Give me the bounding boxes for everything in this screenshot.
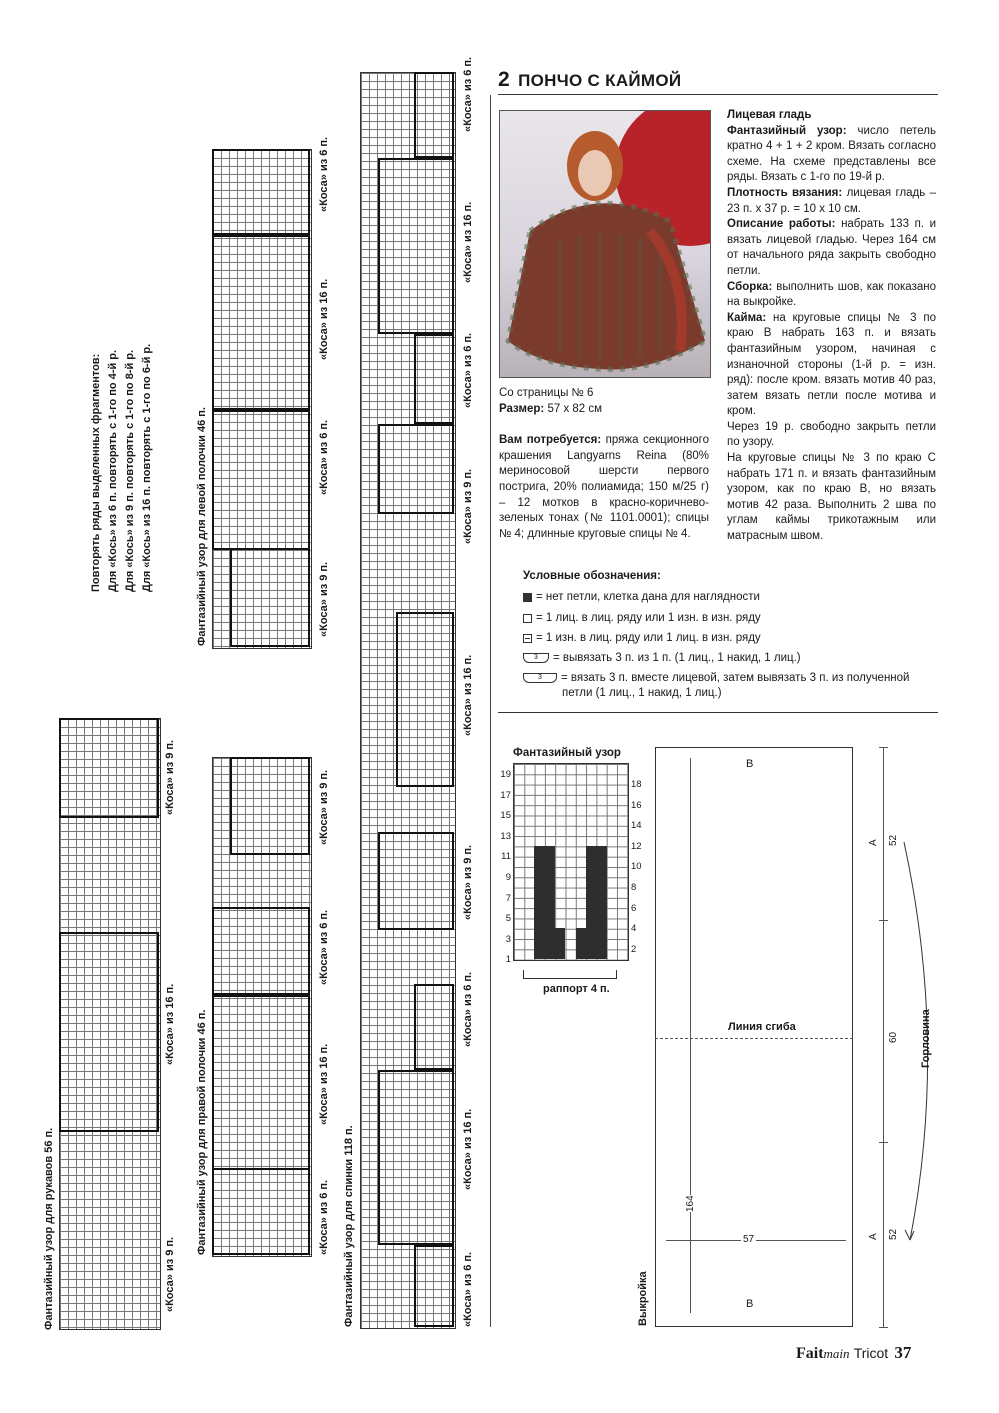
knit-symbol <box>523 614 532 623</box>
right-front-kosa6-1: «Коса» из 6 п. <box>318 909 330 985</box>
repeat-note-line-4: Для «Кось» из 16 п. повторять с 1-го по 6-й р. <box>141 343 153 592</box>
from-page: Со страницы № 6 <box>499 387 594 399</box>
mini-chart-grid <box>513 763 629 961</box>
info-left <box>499 386 709 542</box>
schematic-52-top: 52 <box>888 834 899 846</box>
sleeves-label: Фантазийный узор для рукавов 56 п. <box>43 1127 55 1330</box>
right-front-kosa6-2: «Коса» из 6 п. <box>318 1179 330 1255</box>
schematic-52-bottom: 52 <box>888 1228 899 1240</box>
sleeves-kosa9-top: «Коса» из 9 п. <box>164 739 176 815</box>
page-number: 37 <box>894 1343 912 1362</box>
article-title: ПОНЧО С КАЙМОЙ <box>518 71 682 90</box>
back-highlight-1 <box>414 72 454 158</box>
border-2: Через 19 р. свободно закрыть петли по узору. <box>727 420 936 449</box>
back-kosa16-3: «Коса» из 16 п. <box>462 1108 474 1190</box>
column-divider <box>490 95 491 1327</box>
left-front-highlight-2 <box>212 235 310 410</box>
left-front-kosa9: «Коса» из 9 п. <box>318 561 330 637</box>
back-highlight-7 <box>414 984 454 1070</box>
schematic-b-bottom: В <box>746 1298 754 1310</box>
size-value: 57 х 82 см <box>547 402 603 415</box>
right-front-highlight-2 <box>212 907 310 995</box>
schematic-fold-label: Линия сгиба <box>728 1021 796 1033</box>
schematic-tick-4 <box>879 1327 888 1328</box>
border-1: Кайма: на круговые спицы № 3 по краю В набрать 163 п. и вязать фантазийным узором, начиная с изнаночной стороны (1-й р. = изн. ряд): после кром. вязать мотив 40 раз, затем вязать петли после мотива и кром. <box>727 311 936 418</box>
article-header <box>498 68 938 95</box>
schematic-60: 60 <box>888 1031 899 1043</box>
legend-text-1: = нет петли, клетка дана для наглядности <box>536 591 760 603</box>
left-front-highlight-4 <box>230 548 310 647</box>
schematic-164: 164 <box>685 1195 696 1212</box>
three-together-symbol: 3 <box>523 673 557 683</box>
section-divider <box>498 712 938 713</box>
legend-row-5 <box>523 672 909 684</box>
mini-chart-repeat-label: раппорт 4 п. <box>543 983 610 995</box>
border-3: На круговые спицы № 3 по краю С набрать 171 п. и вязать фантазийным узором, как по краю В, но вязать мотив 42 раза. Выполнить 2 шва по углам каймы трикотажным или матрасным швом. <box>727 452 936 543</box>
repeat-note-line-1: Повторять ряды выделенных фрагментов: <box>90 353 102 592</box>
schematic-right-dim <box>883 747 884 1327</box>
stockinette-title: Лицевая гладь <box>727 109 812 121</box>
right-front-kosa9: «Коса» из 9 п. <box>318 769 330 845</box>
schematic-b-top: В <box>746 758 754 770</box>
right-front-label: Фантазийный узор для правой полочки 46 п. <box>196 1009 208 1255</box>
mini-chart-left-rows: 19 17 15 13 11 9 7 5 3 1 <box>500 769 511 966</box>
size-line <box>499 402 709 418</box>
no-stitch-symbol <box>523 593 532 602</box>
back-kosa6-3: «Коса» из 6 п. <box>462 971 474 1047</box>
legend-text-6: петли (1 лиц., 1 накид, 1 лиц.) <box>562 687 722 699</box>
back-kosa6-2: «Коса» из 6 п. <box>462 332 474 408</box>
materials <box>499 433 709 542</box>
repeat-note-line-2: Для «Кось» из 6 п. повторять с 1-го по 4-й р. <box>107 349 119 592</box>
sleeves-kosa16: «Коса» из 16 п. <box>164 983 176 1065</box>
mini-chart-repeat-bracket <box>523 970 617 979</box>
neckline-label: Горловина <box>920 1009 932 1068</box>
right-front-highlight-1 <box>230 757 310 855</box>
mini-chart-title: Фантазийный узор <box>513 747 621 759</box>
back-highlight-5 <box>396 612 454 787</box>
schematic-tick-1 <box>879 747 888 748</box>
three-from-one-symbol: 3 <box>523 653 549 663</box>
schematic-fold-line <box>655 1038 853 1039</box>
mini-chart-dark-left <box>534 846 555 959</box>
sleeves-highlight-top <box>59 718 159 818</box>
brand-rest: Tricot <box>853 1345 889 1361</box>
legend-row-1 <box>523 591 760 603</box>
pattern-label: Выкройка <box>637 1271 649 1326</box>
legend-text-4: = вывязать 3 п. из 1 п. (1 лиц., 1 накид, 1 лиц.) <box>553 652 801 664</box>
sleeves-kosa9-bottom: «Коса» из 9 п. <box>164 1236 176 1312</box>
legend-row-4 <box>523 652 801 664</box>
page-footer <box>796 1343 911 1363</box>
back-kosa6-4: «Коса» из 6 п. <box>462 1251 474 1327</box>
back-highlight-2 <box>378 158 454 334</box>
back-kosa16-2: «Коса» из 16 п. <box>462 654 474 736</box>
right-front-highlight-4 <box>212 1168 310 1255</box>
left-front-kosa16: «Коса» из 16 п. <box>318 278 330 360</box>
schematic-inner-line <box>690 758 691 1313</box>
back-kosa9-1: «Коса» из 9 п. <box>462 468 474 544</box>
back-highlight-9 <box>414 1245 454 1327</box>
back-kosa6-1: «Коса» из 6 п. <box>462 56 474 132</box>
info-right <box>727 108 936 545</box>
back-kosa9-2: «Коса» из 9 п. <box>462 844 474 920</box>
purl-symbol <box>523 634 532 643</box>
sleeves-highlight-mid <box>59 932 159 1132</box>
model-illustration <box>500 111 710 377</box>
legend-text-3: = 1 изн. в лиц. ряду или 1 лиц. в изн. ряду <box>536 632 761 644</box>
schematic-a-bottom: А <box>868 1233 879 1240</box>
schematic-57: 57 <box>743 1234 755 1245</box>
mini-chart-dark-right <box>586 846 607 959</box>
back-kosa16-1: «Коса» из 16 п. <box>462 201 474 283</box>
left-front-highlight-1 <box>212 149 310 235</box>
legend-title: Условные обозначения: <box>523 570 661 582</box>
mini-chart-dark-mid2 <box>576 928 586 959</box>
need-text: пряжа секционного крашения Langyarns Reina (80% мериносовой шерсти первого пострига, 20% полиамида; 150 м/25 г) – 12 мотков в красно-коричнево-зеленых тонах (№ 1101.0001); спицы № 4; длинные круговые спицы № 4. <box>499 434 709 540</box>
assembly: Сборка: выполнить шов, как показано на выкройке. <box>727 280 936 309</box>
gauge: Плотность вязания: лицевая гладь – 23 п. х 37 р. = 10 х 10 см. <box>727 186 936 215</box>
model-photo <box>499 110 711 378</box>
brand-bold: Fait <box>796 1345 824 1362</box>
back-highlight-8 <box>378 1070 454 1245</box>
left-front-kosa6-2: «Коса» из 6 п. <box>318 419 330 495</box>
schematic-tick-2 <box>879 920 888 921</box>
legend-row-3 <box>523 632 761 644</box>
mini-chart-dark-mid <box>555 928 565 959</box>
mini-chart-right-rows: 18 16 14 12 10 8 6 4 2 <box>631 779 642 955</box>
description: Описание работы: набрать 133 п. и вязать лицевой гладью. Через 164 см от начального ряда закрыть свободно петли. <box>727 218 937 277</box>
legend-text-2: = 1 лиц. в лиц. ряду или 1 изн. в изн. ряду <box>536 612 761 624</box>
back-highlight-3 <box>414 334 454 424</box>
left-front-highlight-3 <box>212 410 310 550</box>
size-label: Размер: <box>499 402 545 415</box>
schematic-tick-3 <box>879 1142 888 1143</box>
need-label: Вам потребуется: <box>499 434 602 447</box>
brand-italic: main <box>823 1346 850 1361</box>
left-front-label: Фантазийный узор для левой полочки 46 п. <box>196 407 208 646</box>
right-front-highlight-3 <box>212 995 310 1170</box>
back-highlight-6 <box>378 832 454 930</box>
back-highlight-4 <box>378 424 454 514</box>
legend-text-5: = вязать 3 п. вместе лицевой, затем вывязать 3 п. из полученной <box>561 672 910 684</box>
article-number: 2 <box>498 68 510 91</box>
back-label: Фантазийный узор для спинки 118 п. <box>343 1125 355 1327</box>
repeat-note-line-3: Для «Кось» из 9 п. повторять с 1-го по 8-й р. <box>124 349 136 592</box>
right-front-kosa16: «Коса» из 16 п. <box>318 1043 330 1125</box>
fancy-pattern: Фантазийный узор: число петель кратно 4 + 1 + 2 кром. Вязать согласно схеме. На схеме представлены все ряды. Вязать с 1-го по 19-й р. <box>727 124 936 184</box>
schematic-a-top: А <box>868 839 879 846</box>
legend-row-2 <box>523 612 761 624</box>
left-front-kosa6-1: «Коса» из 6 п. <box>318 136 330 212</box>
